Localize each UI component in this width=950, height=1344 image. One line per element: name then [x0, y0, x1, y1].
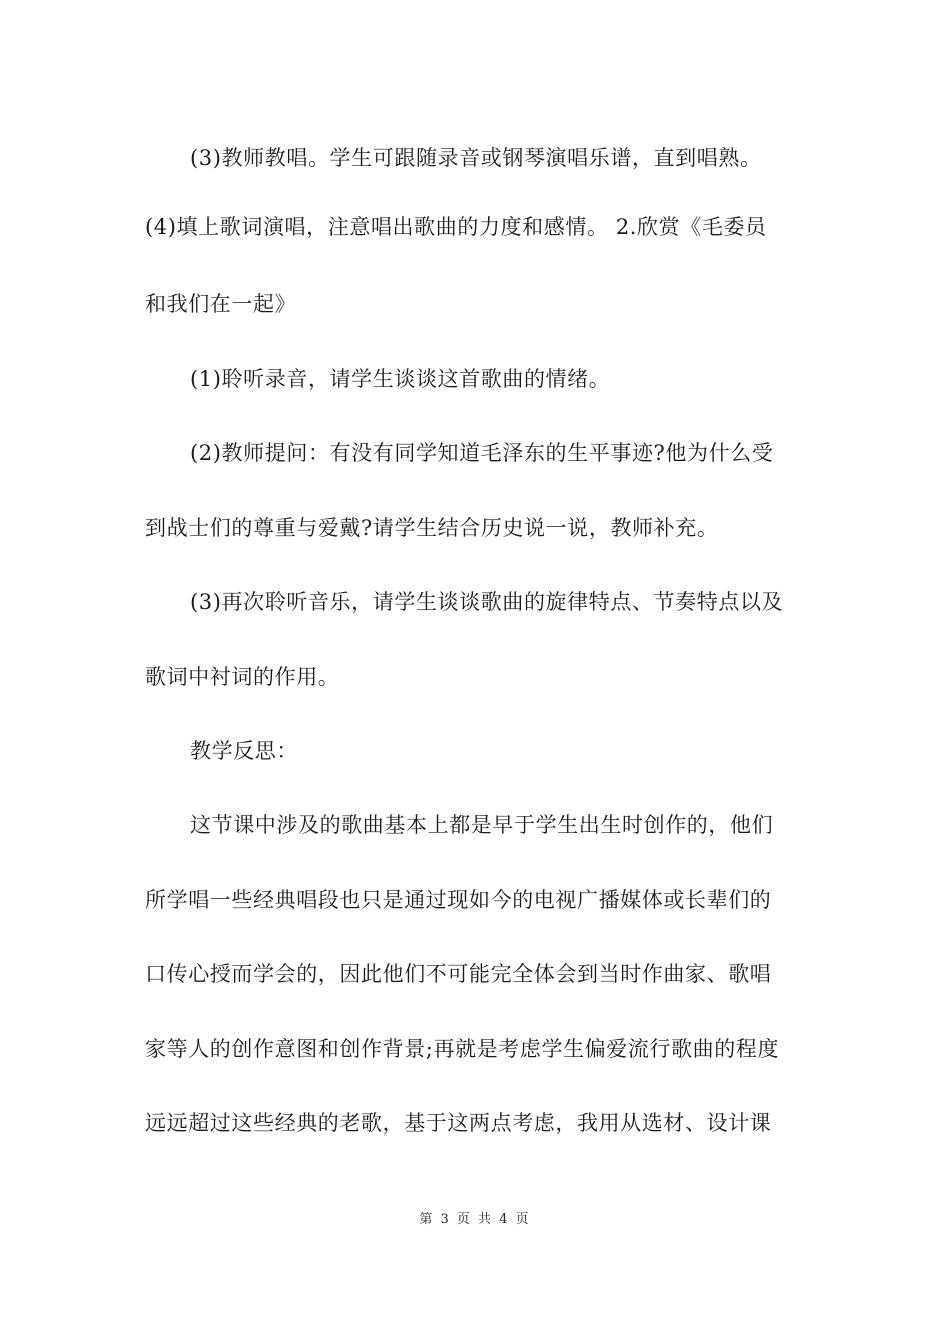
text-line-6: 到战士们的尊重与爱戴?请学生结合历史说一说，教师补充。 [145, 516, 719, 540]
text-line-7: (3)再次聆听音乐，请学生谈谈歌曲的旋律特点、节奏特点以及 [190, 590, 784, 614]
section-heading-reflection: 教学反思： [190, 739, 298, 763]
text-line-1: (3)教师教唱。学生可跟随录音或钢琴演唱乐谱，直到唱熟。 [190, 146, 762, 170]
text-line-5: (2)教师提问：有没有同学知道毛泽东的生平事迹?他为什么受 [190, 441, 774, 465]
text-line-10: 这节课中涉及的歌曲基本上都是早于学生出生时创作的，他们 [190, 813, 774, 837]
text-line-4: (1)聆听录音，请学生谈谈这首歌曲的情绪。 [190, 367, 611, 391]
text-line-13: 家等人的创作意图和创作背景;再就是考虑学生偏爱流行歌曲的程度 [145, 1037, 780, 1061]
text-line-12: 口传心授而学会的，因此他们不可能完全体会到当时作曲家、歌唱 [145, 962, 772, 986]
text-line-2: (4)填上歌词演唱，注意唱出歌曲的力度和感情。 2.欣赏《毛委员 [145, 215, 767, 239]
text-line-14: 远远超过这些经典的老歌，基于这两点考虑，我用从选材、设计课 [145, 1111, 772, 1135]
page-number-footer: 第 3 页 共 4 页 [419, 1212, 531, 1227]
text-line-8: 歌词中衬词的作用。 [145, 665, 340, 689]
text-line-3: 和我们在一起》 [145, 292, 297, 316]
text-line-11: 所学唱一些经典唱段也只是通过现如今的电视广播媒体或长辈们的 [145, 888, 772, 912]
